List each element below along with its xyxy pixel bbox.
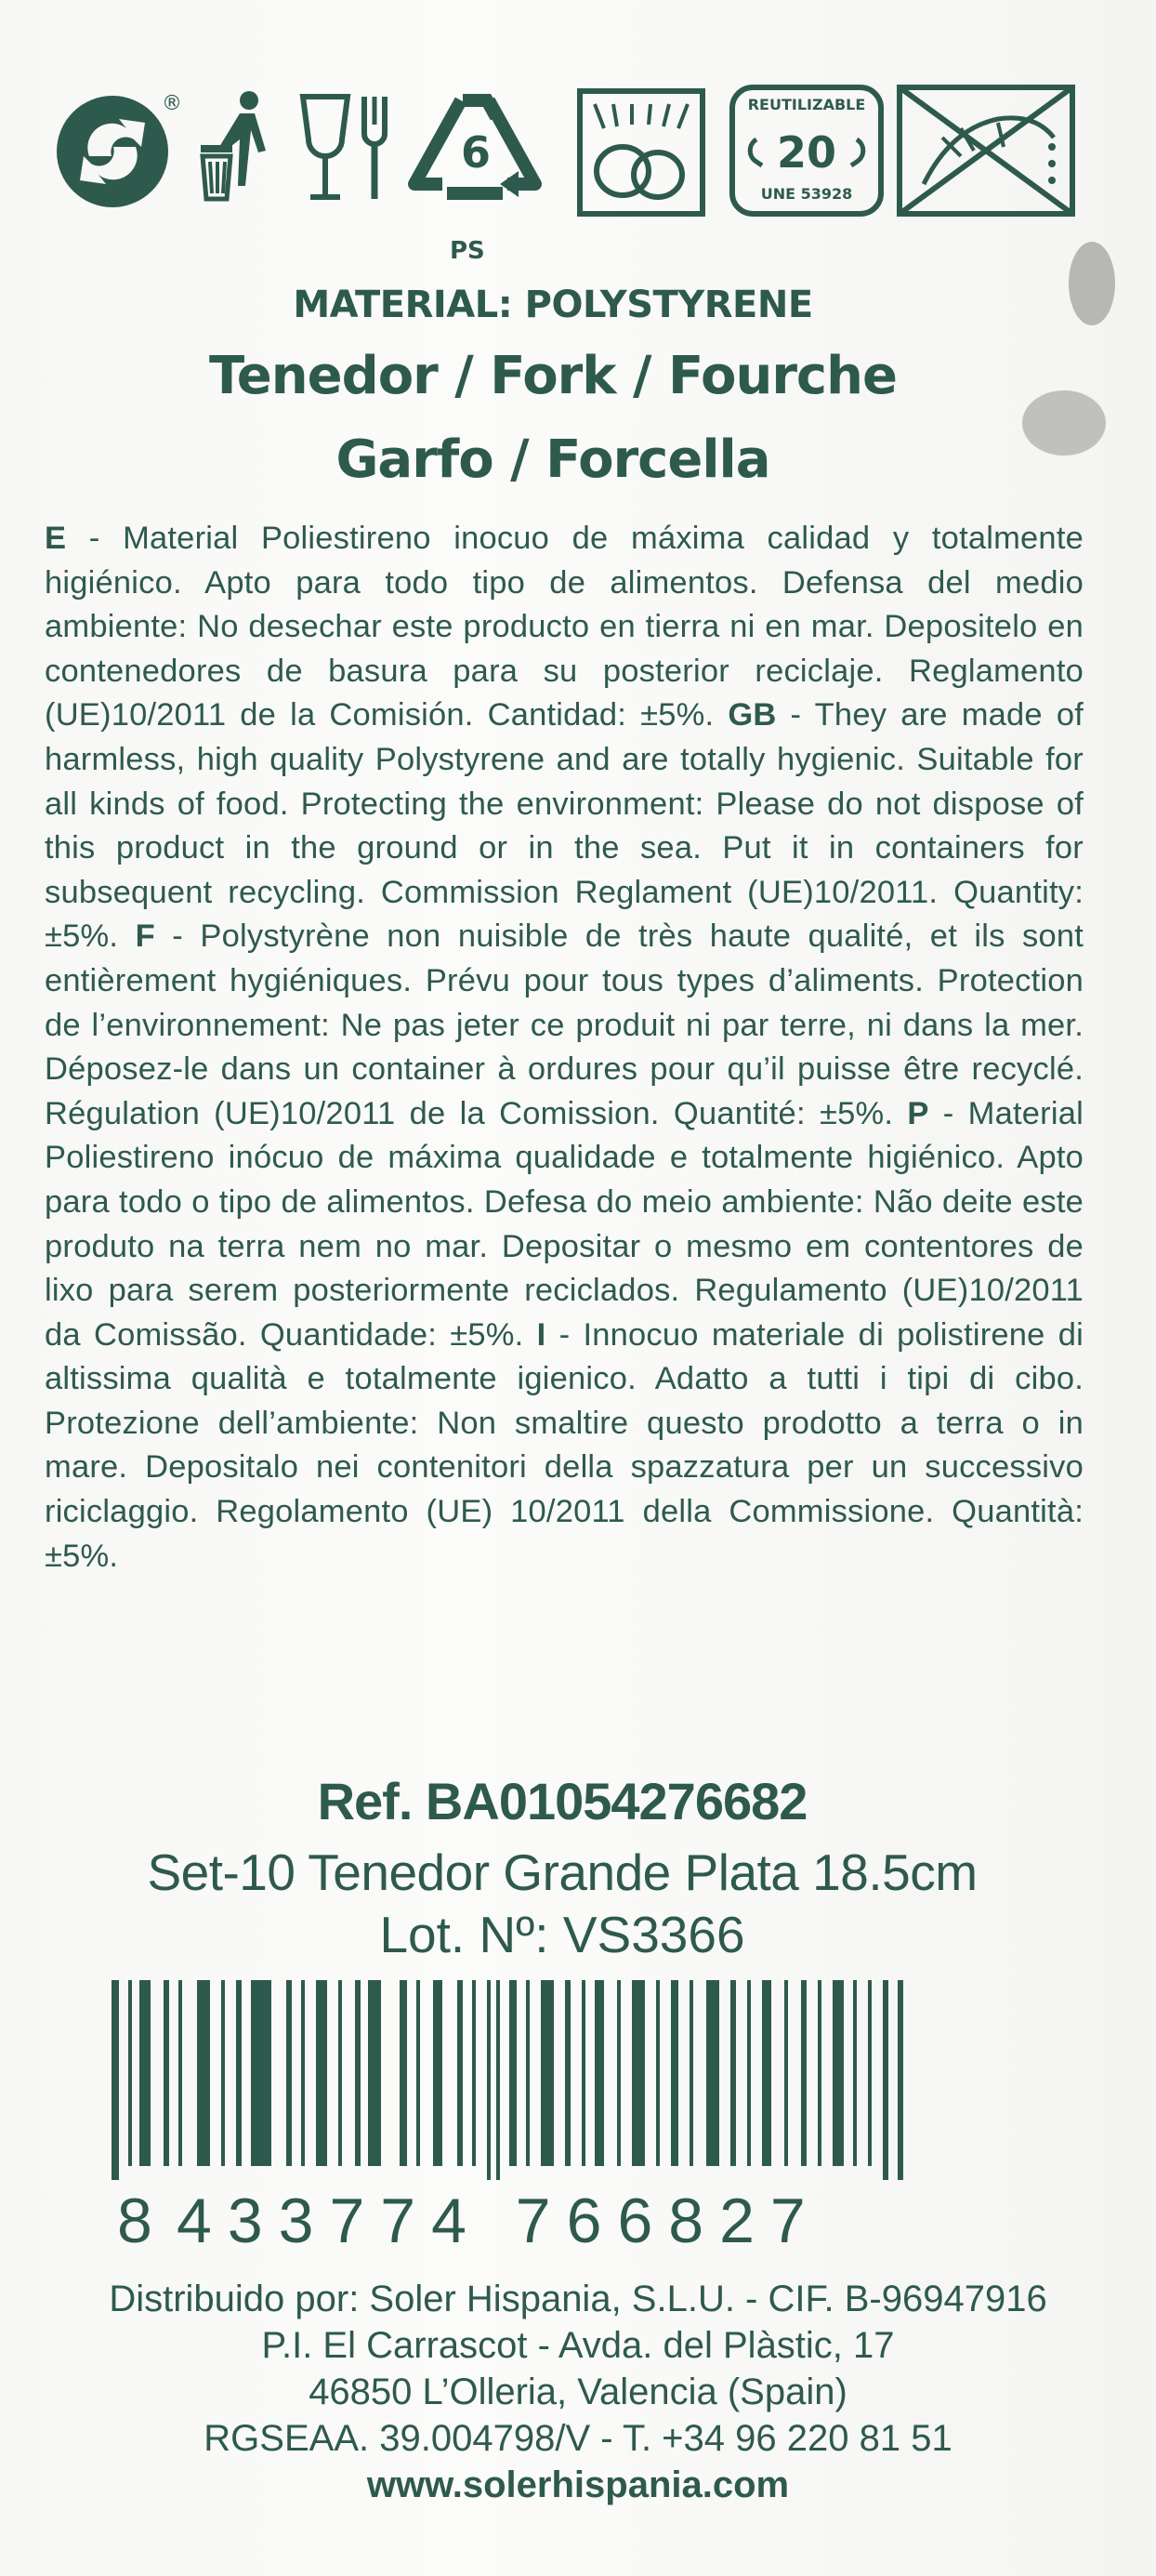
barcode-bar	[112, 1980, 119, 2180]
barcode-bar	[747, 1980, 751, 2166]
barcode-bar	[433, 1980, 442, 2166]
barcode-bar	[801, 1980, 807, 2166]
barcode-bar	[338, 1980, 342, 2166]
lot-number: Lot. Nº: VS3366	[379, 1906, 745, 1963]
barcode-bar	[541, 1980, 554, 2166]
ink-smudge	[1069, 242, 1115, 325]
lang-tag-i: I	[536, 1316, 546, 1353]
barcode-bar	[368, 1980, 381, 2166]
barcode-first-digit: 8	[117, 2186, 152, 2256]
barcode-bar	[730, 1980, 736, 2166]
ps-recycling-triangle-icon	[396, 82, 554, 221]
barcode-bar	[251, 1980, 271, 2166]
barcode-bar	[139, 1980, 151, 2166]
barcode-bar	[286, 1980, 292, 2166]
barcode-bar	[301, 1980, 305, 2166]
product-title-line1: Tenedor / Fork / Fourche	[209, 346, 897, 406]
material-heading: MATERIAL: POLYSTYRENE	[293, 284, 813, 326]
barcode-bar	[617, 1980, 621, 2166]
barcode-bar	[833, 1980, 844, 2166]
barcode-bar	[164, 1980, 169, 2166]
product-name: Set-10 Tenedor Grande Plata 18.5cm	[147, 1843, 978, 1901]
lang-tag-e: E	[45, 521, 67, 556]
barcode-bar	[526, 1980, 530, 2166]
barcode-bar	[316, 1980, 327, 2166]
barcode-bar	[487, 1980, 491, 2180]
barcode-bar	[400, 1980, 407, 2166]
reusable-count: 20	[776, 127, 837, 178]
barcode-bar	[671, 1980, 678, 2166]
multilingual-description	[45, 517, 1084, 1579]
barcode	[112, 1980, 966, 2180]
barcode-bar	[582, 1980, 585, 2166]
barcode-bar	[496, 1980, 500, 2180]
barcode-bar	[853, 1980, 857, 2166]
barcode-bar	[656, 1980, 660, 2166]
reusable-header: REUTILIZABLE	[747, 96, 866, 113]
food-contact-glass-fork-icon	[296, 87, 398, 208]
barcode-digits: 433774 766827	[177, 2186, 821, 2256]
barcode-bar	[509, 1980, 517, 2166]
barcode-bar	[178, 1980, 182, 2166]
dishwasher-safe-icon	[576, 87, 706, 218]
footer-registry-phone: RGSEAA. 39.004798/V - T. +34 96 220 81 51	[204, 2418, 952, 2459]
barcode-bar	[197, 1980, 210, 2166]
barcode-bar	[595, 1980, 604, 2166]
barcode-bar	[632, 1980, 645, 2166]
svg-text:®: ®	[162, 92, 182, 115]
barcode-bar	[221, 1980, 225, 2166]
tidyman-bin-icon	[191, 87, 284, 208]
footer-distributor: Distribuido por: Soler Hispania, S.L.U. - CIF. B-96947916	[109, 2279, 1047, 2319]
barcode-bar	[355, 1980, 361, 2166]
barcode-bar	[898, 1980, 903, 2180]
description-pt: - Material Poliestireno inócuo de máxima qualidade e totalmente higiénico. Apto para todo o tipo de alimentos. Defesa do meio ambiente: Não deite este produto na terra nem no mar. Depositar o mesmo em contentores de lixo para serem posteriormente reciclados. Regulamento (UE)10/2011 da Comissão. Quantidade: ±5%.	[45, 1095, 1084, 1353]
description-es: - Material Poliestireno inocuo de máxima calidad y totalmente higiénico. Apto para todo tipo de alimentos. Defensa del medio ambiente: No desechar este producto en tierra ni en mar. Depositelo en contenedores de basura para su posterior reciclaje. Reglamento (UE)10/2011 de la Comisión. Cantidad: ±5%.	[45, 521, 1084, 733]
reusable-standard: UNE 53928	[760, 185, 853, 203]
barcode-bar	[472, 1980, 476, 2166]
description-en: - They are made of harmless, high quality Polystyrene and are totally hygienic. Suitable for all kinds of food. Protecting the environment: Please do not dispose of this product in the ground or in the sea. Put it in containers for subsequent recycling. Commission Reglament (UE)10/2011. Quantity: ±5%.	[45, 697, 1084, 955]
footer-address: P.I. El Carrascot - Avda. del Plàstic, 17	[261, 2325, 895, 2366]
description-it: - Innocuo materiale di polistirene di altissima qualità e totalmente igienico. Adatto a tutti i tipi di cibo. Protezione dell’ambiente: Non smaltire questo prodotto a terra o in mare. Depositalo nei contenitori della spazzatura per un successivo riciclaggio. Regolamento (UE) 10/2011 della Commissione. Quantità: ±5%.	[45, 1316, 1084, 1574]
product-title-line2: Garfo / Forcella	[335, 429, 770, 490]
ink-smudge	[1022, 390, 1106, 456]
barcode-bar	[565, 1980, 571, 2166]
barcode-bar	[416, 1980, 420, 2166]
barcode-bar	[236, 1980, 242, 2166]
barcode-bar	[868, 1980, 872, 2166]
barcode-bar	[457, 1980, 463, 2166]
barcode-bar	[128, 1980, 132, 2166]
no-microwave-icon	[896, 82, 1082, 221]
barcode-bar	[818, 1980, 821, 2166]
footer-city: 46850 L’Olleria, Valencia (Spain)	[309, 2371, 847, 2412]
barcode-bar	[784, 1980, 788, 2166]
reusable-20-icon	[729, 82, 887, 221]
lang-tag-p: P	[907, 1095, 929, 1131]
barcode-bar	[762, 1980, 771, 2166]
lang-tag-gb: GB	[728, 697, 777, 733]
barcode-bar	[690, 1980, 693, 2166]
lang-tag-f: F	[135, 918, 155, 955]
footer-website: www.solerhispania.com	[366, 2464, 790, 2505]
green-dot-recycling-icon	[52, 91, 182, 212]
ps-code: 6	[461, 127, 492, 178]
symbol-row	[52, 82, 1093, 268]
reference-number: Ref. BA01054276682	[317, 1772, 808, 1830]
description-fr: - Polystyrène non nuisible de très haute qualité, et ils sont entièrement hygiéniques. Prévu pour tous types d’aliments. Protection de l’environnement: Ne pas jeter ce produit ni par terre, ni dans la mer. Déposez-le dans un container à ordures pour qu’il puisse être recyclé. Régulation (UE)10/2011 de la Comission. Quantité: ±5%.	[45, 918, 1084, 1131]
ps-label: PS	[450, 237, 485, 265]
barcode-bar	[706, 1980, 719, 2166]
barcode-bar	[883, 1980, 888, 2180]
